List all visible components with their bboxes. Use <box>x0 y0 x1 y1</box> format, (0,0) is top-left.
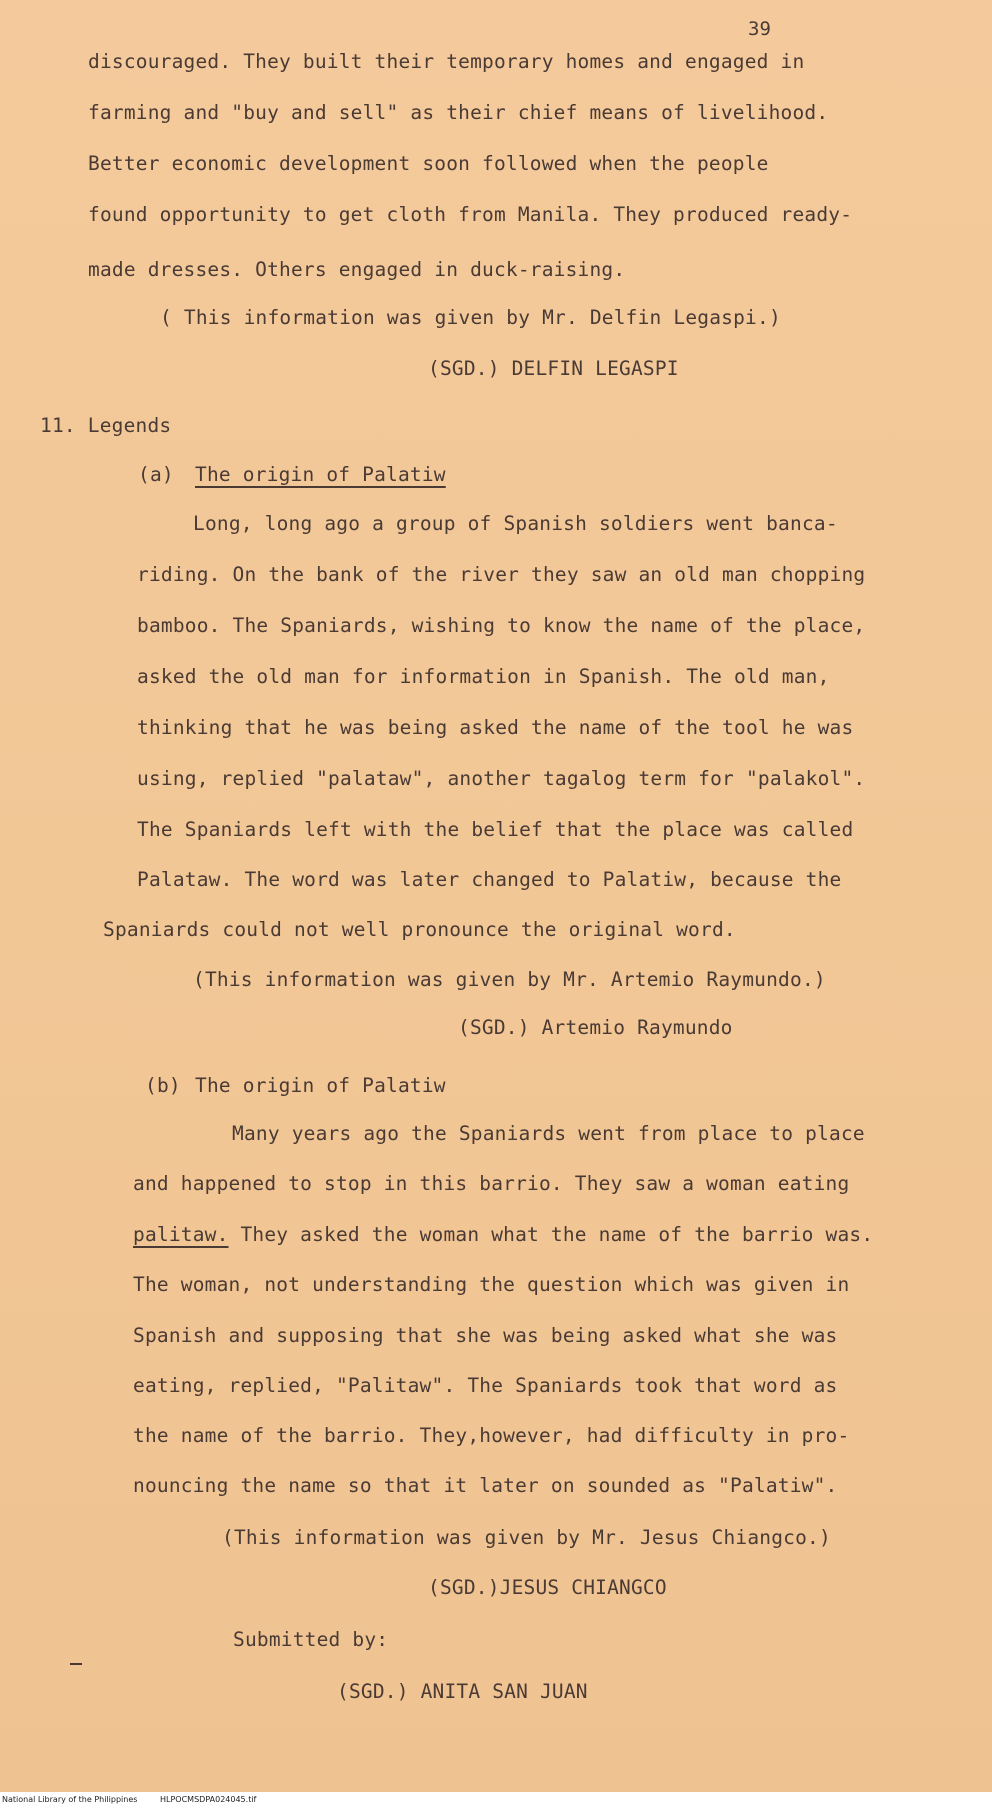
legend-b-label: (b) <box>145 1074 181 1097</box>
legend-b-title: The origin of Palatiw <box>195 1074 446 1097</box>
intro-line: Better economic development soon followed when the people <box>88 152 769 175</box>
footer-left: National Library of the Philippines <box>2 1795 138 1804</box>
footer-right: HLPOCMSDPA024045.tif <box>160 1795 257 1804</box>
intro-signature: (SGD.) DELFIN LEGASPI <box>428 357 679 380</box>
legend-a-line: Palataw. The word was later changed to Palatiw, because the <box>137 868 842 891</box>
legend-b-signature: (SGD.)JESUS CHIANGCO <box>428 1576 667 1599</box>
palitaw-underlined-word: palitaw. <box>133 1223 229 1246</box>
submitted-label: Submitted by: <box>233 1628 389 1651</box>
legend-b-line: nouncing the name so that it later on sounded as "Palatiw". <box>133 1474 838 1497</box>
legend-a-line: The Spaniards left with the belief that the place was called <box>137 818 854 841</box>
legend-b-line-3 <box>133 1223 873 1247</box>
margin-mark <box>70 1663 82 1665</box>
legend-a-line: using, replied "palataw", another tagalog term for "palakol". <box>137 767 866 790</box>
legend-b-line: Spanish and supposing that she was being asked what she was <box>133 1324 838 1347</box>
intro-line: discouraged. They built their temporary homes and engaged in <box>88 50 805 73</box>
page-number: 39 <box>748 18 771 40</box>
legend-a-line: asked the old man for information in Spanish. The old man, <box>137 665 830 688</box>
submitted-signature: (SGD.) ANITA SAN JUAN <box>337 1680 588 1703</box>
legend-b-line: and happened to stop in this barrio. They saw a woman eating <box>133 1172 850 1195</box>
legend-b-attribution: (This information was given by Mr. Jesus Chiangco.) <box>222 1526 831 1549</box>
intro-attribution: ( This information was given by Mr. Delfin Legaspi.) <box>160 306 781 329</box>
legend-b-line: Many years ago the Spaniards went from place to place <box>232 1122 865 1145</box>
legend-b-line-3-rest: They asked the woman what the name of the barrio was. <box>228 1223 874 1246</box>
legend-a-line: bamboo. The Spaniards, wishing to know the name of the place, <box>137 614 866 637</box>
intro-line: found opportunity to get cloth from Manila. They produced ready- <box>88 203 853 226</box>
legend-a-title: The origin of Palatiw <box>195 463 446 486</box>
legend-a-line: thinking that he was being asked the name of the tool he was <box>137 716 854 739</box>
section-heading: 11. Legends <box>40 414 172 437</box>
legend-a-signature: (SGD.) Artemio Raymundo <box>458 1016 733 1039</box>
legend-a-line: Long, long ago a group of Spanish soldiers went banca- <box>193 512 838 535</box>
footer-strip <box>0 1792 992 1808</box>
legend-b-line: The woman, not understanding the question which was given in <box>133 1273 850 1296</box>
legend-b-line: eating, replied, "Palitaw". The Spaniards took that word as <box>133 1374 838 1397</box>
intro-line: made dresses. Others engaged in duck-raising. <box>88 258 626 281</box>
legend-a-attribution: (This information was given by Mr. Artemio Raymundo.) <box>193 968 826 991</box>
legend-a-line: Spaniards could not well pronounce the original word. <box>103 918 736 941</box>
legend-a-label: (a) <box>138 463 174 486</box>
intro-line: farming and "buy and sell" as their chief means of livelihood. <box>88 101 829 124</box>
legend-b-line: the name of the barrio. They,however, had difficulty in pro- <box>133 1424 850 1447</box>
legend-a-line: riding. On the bank of the river they saw an old man chopping <box>137 563 866 586</box>
